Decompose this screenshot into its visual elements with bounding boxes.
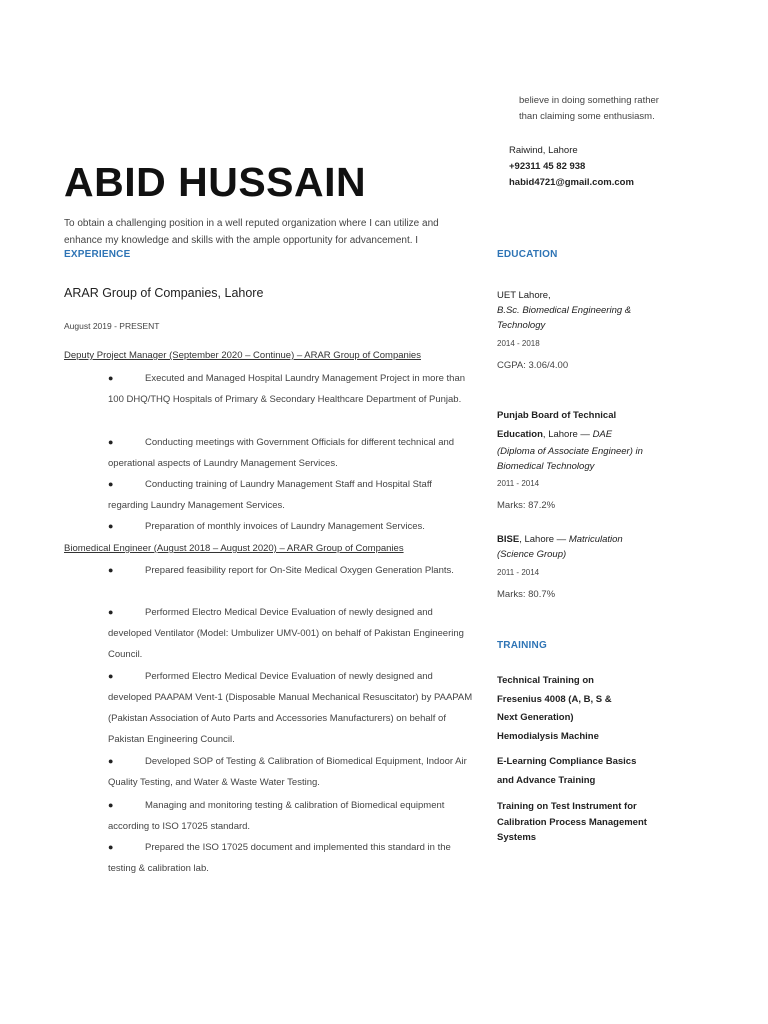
- education-heading: EDUCATION: [497, 249, 558, 260]
- education-score: CGPA: 3.06/4.00: [497, 360, 569, 371]
- objective-text: To obtain a challenging position in a well reputed organization where I can utilize and enhance my knowledge and skills with the ample opportunity for advancement. I: [64, 218, 439, 246]
- education-years: 2011 - 2014: [497, 479, 540, 488]
- bullet-icon: ●: [108, 373, 114, 383]
- bullet-icon: ●: [108, 756, 114, 766]
- list-item: ● Performed Electro Medical Device Evaluation of newly designed and developed Ventilator (Model: Umbulizer UMV-001) on behalf of Pakistan Engineering Council.: [108, 602, 473, 665]
- school-name: UET Lahore,: [497, 290, 551, 301]
- list-item: ● Prepared feasibility report for On-Site Medical Oxygen Generation Plants.: [108, 560, 473, 581]
- employment-dates: August 2019 - PRESENT: [64, 321, 160, 331]
- bullet-icon: ●: [108, 565, 114, 575]
- bullet-icon: ●: [108, 671, 114, 681]
- bullet-icon: ●: [108, 521, 114, 531]
- list-item: ● Conducting meetings with Government Officials for different technical and operational aspects of Laundry Management Services.: [108, 432, 473, 474]
- school-name: BISE: [497, 534, 520, 545]
- list-item: ● Developed SOP of Testing & Calibration of Biomedical Equipment, Indoor Air Quality Testing, and Water & Waste Water Testing.: [108, 751, 473, 793]
- candidate-name: ABID HUSSAIN: [64, 159, 367, 205]
- quote-text: believe in doing something rather than claiming some enthusiasm.: [519, 95, 659, 122]
- school-name: Punjab Board of Technical Education: [497, 410, 617, 440]
- list-item: ● Conducting training of Laundry Management Staff and Hospital Staff regarding Laundry Management Services.: [108, 474, 473, 516]
- education-score: Marks: 80.7%: [497, 589, 556, 600]
- bullet-icon: ●: [108, 437, 114, 447]
- training-heading: TRAINING: [497, 640, 547, 651]
- degree-name: (Science Group): [497, 549, 567, 560]
- education-entry-uet: [497, 288, 667, 373]
- list-item: ● Prepared the ISO 17025 document and implemented this standard in the testing & calibration lab.: [108, 837, 473, 879]
- degree-short: DAE: [592, 429, 613, 440]
- role-title-deputy-pm: Deputy Project Manager (September 2020 – Continue) – ARAR Group of Companies: [64, 350, 421, 361]
- degree-short: Matriculation: [568, 534, 623, 545]
- list-item: ● Preparation of monthly invoices of Laundry Management Services.: [108, 516, 473, 537]
- training-item: Technical Training on Fresenius 4008 (A, B, S & Next Generation) Hemodialysis Machine: [497, 675, 612, 742]
- education-years: 2014 - 2018: [497, 339, 540, 348]
- role-title-biomedical-engineer: Biomedical Engineer (August 2018 – August 2020) – ARAR Group of Companies: [64, 543, 404, 554]
- education-entry-bise: BISE, Lahore — Matriculation (Science Group) 2011 - 2014 Marks: 80.7%: [497, 532, 667, 602]
- bullet-icon: ●: [108, 800, 114, 810]
- degree-name: B.Sc. Biomedical Engineering & Technology: [497, 305, 632, 331]
- list-item: ● Performed Electro Medical Device Evaluation of newly designed and developed PAAPAM Vent-1 (Disposable Manual Mechanical Resuscitator) by PAAPAM (Pakistan Association of Auto Parts and Accessories Manufacturers) on behalf of Pakistan Engineering Council.: [108, 666, 473, 750]
- company-name: ARAR Group of Companies, Lahore: [64, 286, 264, 300]
- contact-location: Raiwind, Lahore: [509, 145, 578, 156]
- education-entry-pbte: Punjab Board of Technical Education, Lahore — DAE: [497, 410, 617, 440]
- training-item: E-Learning Compliance Basics and Advance Training: [497, 756, 637, 786]
- degree-name: (Diploma of Associate Engineer) in Biomedical Technology: [497, 446, 643, 472]
- contact-phone[interactable]: +92311 45 82 938: [509, 161, 586, 172]
- bullet-icon: ●: [108, 607, 114, 617]
- list-item: ● Managing and monitoring testing & calibration of Biomedical equipment according to ISO 17025 standard.: [108, 795, 473, 837]
- education-score: Marks: 87.2%: [497, 500, 556, 511]
- contact-email[interactable]: habid4721@gmail.com.com: [509, 177, 634, 188]
- education-years: 2011 - 2014: [497, 568, 540, 577]
- list-item: ● Executed and Managed Hospital Laundry Management Project in more than 100 DHQ/THQ Hospitals of Primary & Secondary Healthcare Department of Punjab.: [108, 368, 473, 410]
- bullet-icon: ●: [108, 842, 114, 852]
- experience-heading: EXPERIENCE: [64, 249, 131, 260]
- training-item: Training on Test Instrument for Calibration Process Management Systems: [497, 801, 647, 843]
- bullet-icon: ●: [108, 479, 114, 489]
